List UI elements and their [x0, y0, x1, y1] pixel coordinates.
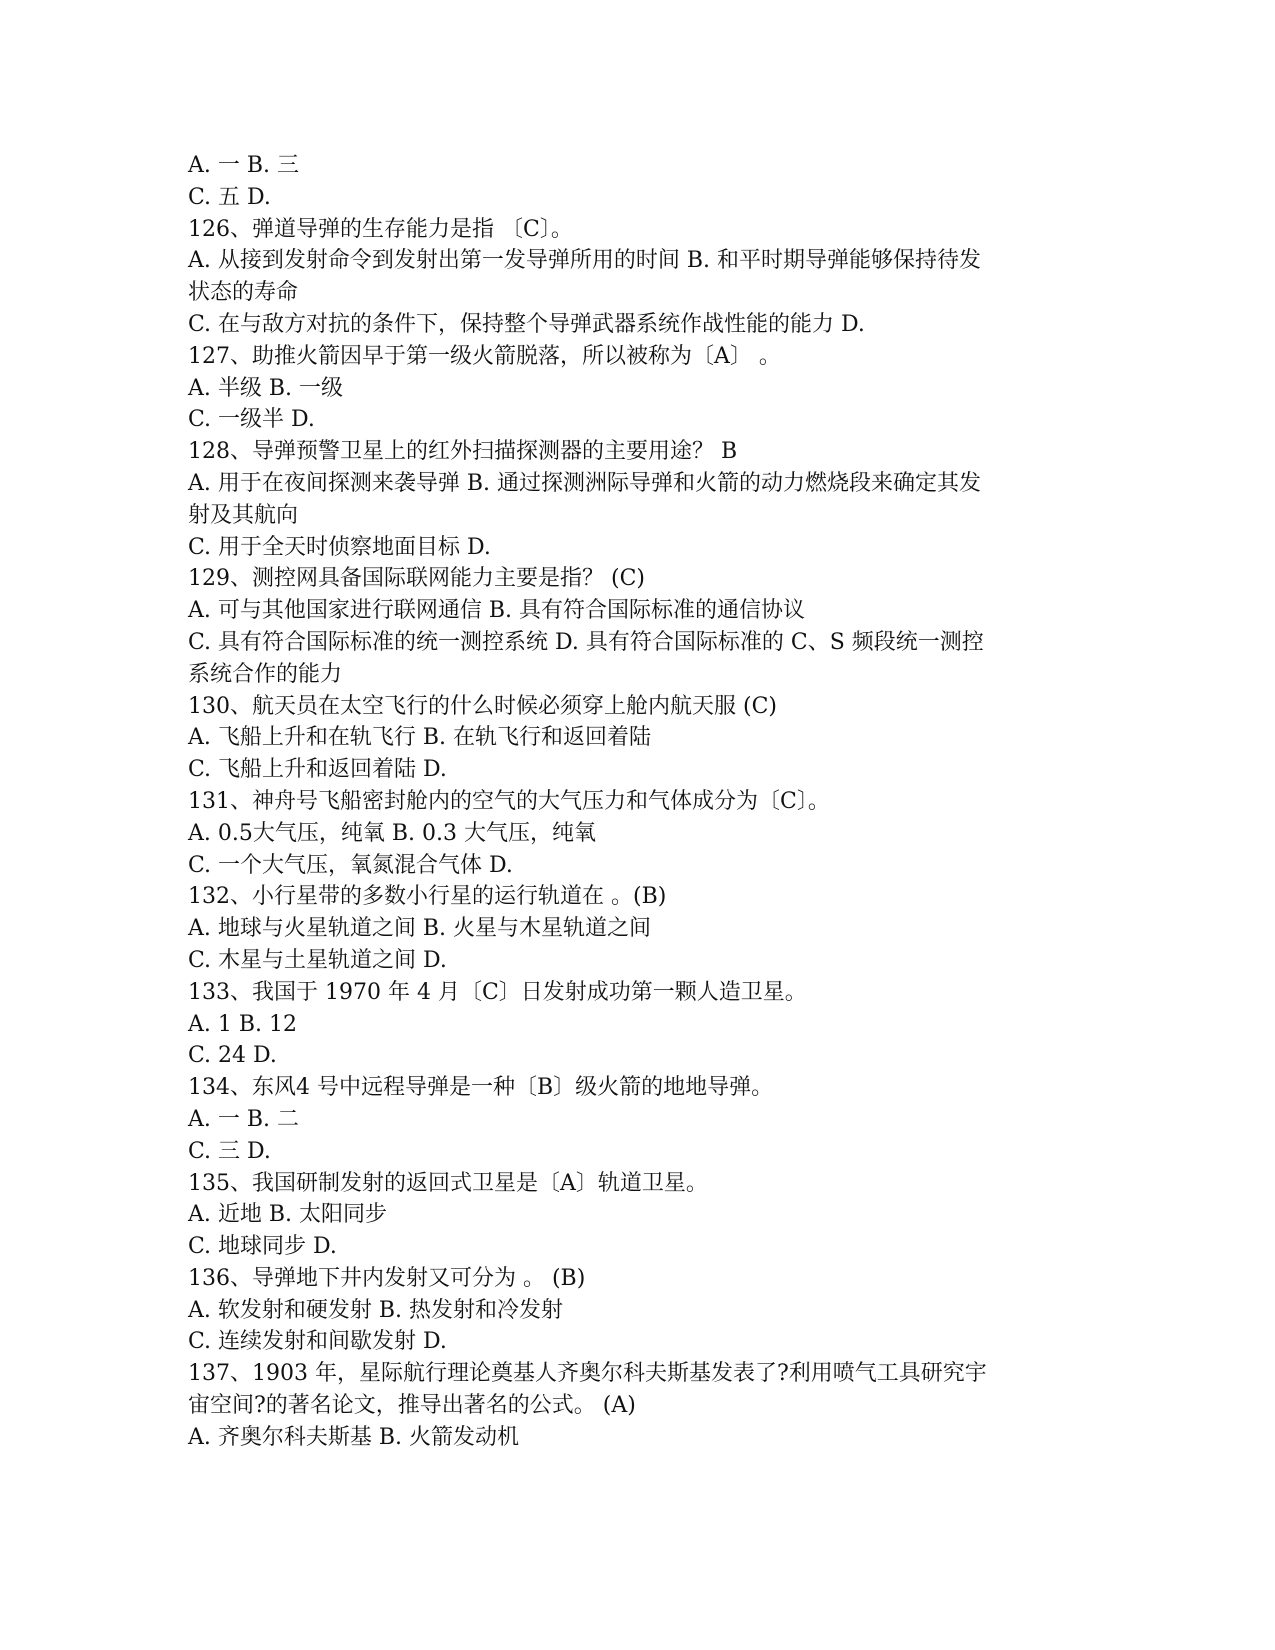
text-line: 128、导弹预警卫星上的红外扫描探测器的主要用途？ B [188, 439, 738, 465]
text-line: A. 一 B. 三 [188, 153, 300, 178]
text-line: A. 用于在夜间探测来袭导弹 B. 通过探测洲际导弹和火箭的动力燃烧段来确定其发 [188, 470, 982, 496]
text-line: C. 用于全天时侦察地面目标 D. [188, 534, 491, 560]
text-line: 132、小行星带的多数小行星的运行轨道在 。(B) [188, 884, 667, 910]
text-line: C. 木星与土星轨道之间 D. [188, 947, 447, 973]
text-line: C. 三 D. [188, 1138, 271, 1164]
text-line: A. 1 B. 12 [188, 1011, 298, 1037]
text-line: C. 具有符合国际标准的统一测控系统 D. 具有符合国际标准的 C、S 频段统一测控 [188, 629, 984, 655]
text-line: 126、弹道导弹的生存能力是指 〔C〕。 [188, 216, 573, 242]
text-line: 136、导弹地下井内发射又可分为 。 (B) [188, 1265, 586, 1291]
text-line: 133、我国于 1970 年 4 月〔C〕日发射成功第一颗人造卫星。 [188, 979, 807, 1005]
document-body [188, 150, 1088, 1454]
text-line: 127、助推火箭因早于第一级火箭脱落，所以被称为〔A〕 。 [188, 343, 781, 369]
text-line: C. 连续发射和间歇发射 D. [188, 1329, 447, 1355]
text-line: 135、我国研制发射的返回式卫星是〔A〕轨道卫星。 [188, 1170, 708, 1196]
text-line: 宙空间?的著名论文，推导出著名的公式。 (A) [188, 1393, 636, 1419]
text-line: C. 五 D. [188, 184, 271, 210]
text-line: C. 在与敌方对抗的条件下，保持整个导弹武器系统作战性能的能力 D. [188, 311, 865, 337]
text-line: 状态的寿命 [188, 280, 299, 306]
text-line: 系统合作的能力 [188, 661, 343, 687]
text-line: 130、航天员在太空飞行的什么时候必须穿上舱内航天服 (C) [188, 693, 777, 719]
text-line: A. 软发射和硬发射 B. 热发射和冷发射 [188, 1297, 564, 1323]
text-line: A. 地球与火星轨道之间 B. 火星与木星轨道之间 [188, 916, 652, 942]
text-line: A. 0.5大气压，纯氧 B. 0.3 大气压，纯氧 [188, 820, 596, 846]
text-line: 137、1903 年，星际航行理论奠基人齐奥尔科夫斯基发表了?利用喷气工具研究宇 [188, 1361, 987, 1387]
text-line: A. 一 B. 二 [188, 1106, 300, 1132]
text-line: 129、测控网具备国际联网能力主要是指？ (C) [188, 566, 645, 592]
text-line: C. 一个大气压，氧氮混合气体 D. [188, 852, 513, 878]
text-line: A. 从接到发射命令到发射出第一发导弹所用的时间 B. 和平时期导弹能够保持待发 [188, 248, 982, 274]
text-line: C. 飞船上升和返回着陆 D. [188, 757, 447, 783]
text-line: C. 一级半 D. [188, 407, 315, 433]
text-line: 射及其航向 [188, 502, 299, 528]
text-line: C. 24 D. [188, 1043, 277, 1069]
text-line: A. 飞船上升和在轨飞行 B. 在轨飞行和返回着陆 [188, 725, 652, 751]
text-line: C. 地球同步 D. [188, 1234, 337, 1260]
text-line: A. 半级 B. 一级 [188, 375, 344, 401]
text-line: 134、东风4 号中远程导弹是一种〔B〕级火箭的地地导弹。 [188, 1075, 774, 1101]
text-line: 131、神舟号飞船密封舱内的空气的大气压力和气体成分为〔C〕。 [188, 788, 830, 814]
text-line: A. 近地 B. 太阳同步 [188, 1202, 388, 1228]
text-line: A. 齐奥尔科夫斯基 B. 火箭发动机 [188, 1424, 520, 1450]
text-line: A. 可与其他国家进行联网通信 B. 具有符合国际标准的通信协议 [188, 598, 806, 624]
